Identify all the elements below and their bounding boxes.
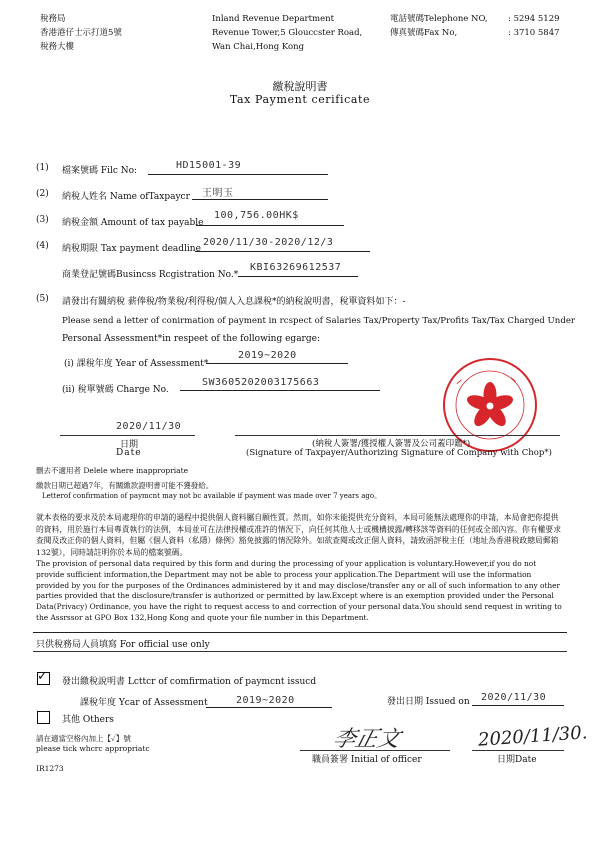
official-year-underline — [206, 707, 332, 708]
deadline-underline — [195, 251, 370, 252]
privacy-notice-cn: 就本表格的要求及於本局處理你的申請的過程中提供個人資料屬自願性質。然而，如你未能提供充分資料，本局可能無法處理你的申請，本局會把你提供的資料，用於施行本局專責執行的法例，本局並可在法律授權或准許的情況下，向任何其他人士或機構披露/轉移該等資料的任何或全部內容。你有權要求查閱及改正你的個人資料，但屬《個人資料（私隱）條例》豁免披露的情況除外。如欲查閱或改正個人資料，請致函評稅主任（地址為香港稅政總局郵箱132號），同時請註明你於本局的檔案號碼。 — [36, 513, 562, 557]
svg-text:━━: ━━ — [508, 375, 518, 385]
amount-label: 納稅金額 Amount of tax payable — [62, 218, 204, 228]
header-contact-labels — [390, 12, 488, 40]
others-label: 其他 Others — [62, 715, 114, 725]
others-checkbox[interactable] — [37, 711, 50, 724]
official-heading: 只供稅務局人員填寫 For official use only — [36, 640, 210, 650]
signature-en: (Signature of Taxpayer/Authorizing Signature of Company with Chop*) — [246, 448, 552, 458]
taxpayer-name-underline — [192, 199, 328, 200]
fax-label: 傳真號碼Fax No, — [390, 28, 458, 38]
delete-note: 刪去不適用者 Delele where inappropriate — [36, 466, 189, 475]
seven-year-note-cn: 繳款日期已超過7年，有關繳款證明書可能不獲發給。 — [36, 481, 214, 490]
official-divider — [33, 632, 567, 633]
letter-issued-checkbox[interactable] — [37, 669, 50, 685]
request-en-line1: Please send a letter of conirmation of payment in rcspect of Salaries Tax/Property Tax/Profits Tax/Tax Charged Under — [62, 316, 576, 326]
request-cn: 請發出有關納稅 薪俸稅/物業稅/利得稅/個人入息課稅*的納稅說明書，稅單資料如下：- — [62, 297, 406, 307]
issued-on-underline — [472, 705, 564, 706]
file-no-underline — [148, 174, 328, 175]
telephone-label: 電話號碼Telephone NO, — [390, 14, 488, 24]
privacy-notice-en: The provision of personal data required by this form and during the processing of your application is voluntary.However,if you do not provide sufficient information,the Department may not be able to process your application.The Department will use the information provided by you for the purposes of the Ordinances administered by it and may disclose/transfer any or all of such information to any other parties provided that the disclosure/transfer is authorized or permitted by law.Except where is an exemption provided under the Personal Data(Privacy) Ordinance, you have the right to request access to and correction of your personal data.You should send request in writing to the Assrssor at GPO Box 132,Hong Kong and quote your file number in this Department. — [36, 559, 562, 622]
signing-date-en: Date — [116, 448, 142, 458]
taxpayer-name-value: 王明玉 — [202, 188, 234, 199]
business-reg-label: 商業登記號碼Businсss Rcgistration No.* — [62, 270, 239, 280]
business-reg-underline — [238, 276, 358, 277]
header-left-line3: 稅務大樓 — [40, 42, 75, 52]
signing-date-value: 2020/11/30 — [116, 421, 182, 432]
officer-date-label: 日期Date — [497, 755, 537, 765]
file-no-label: 檔案號碼 Filc No: — [62, 166, 138, 176]
signature-line — [235, 435, 560, 436]
deadline-label: 納稅期限 Tax payment deadline — [62, 244, 201, 254]
header-dept-cn — [40, 12, 122, 54]
header-mid-line1: Inland Revenue Department — [212, 14, 334, 24]
official-heading-underline — [33, 651, 567, 652]
header-mid-line2: Revenue Tower,5 Glouccster Road, — [212, 28, 363, 38]
officer-date-line — [472, 750, 564, 751]
amount-underline — [196, 225, 344, 226]
year-underline — [206, 363, 348, 364]
title-en: Tax Payment cerificate — [229, 93, 371, 106]
letter-issued-label: 發出繳稅說明書 Lcttcr of comfirmation of paymcnt issucd — [62, 677, 317, 687]
header-contact-values — [508, 12, 560, 40]
charge-no-value: SW3605202003175663 — [202, 377, 320, 388]
field-4-number: (4) — [36, 241, 49, 251]
issued-on-value: 2020/11/30 — [481, 692, 547, 703]
charge-no-underline — [180, 390, 380, 391]
field-5-number: (5) — [36, 294, 49, 304]
request-en-line2: Personal Assessment*in respeet of the following egarge: — [62, 334, 320, 344]
checkmark-icon: ✓ — [37, 669, 48, 684]
signing-date-line — [60, 435, 195, 436]
form-code: IR1273 — [36, 764, 64, 773]
taxpayer-name-label: 納稅人姓名 Name ofTaxpaycr — [62, 192, 190, 202]
business-reg-value: KBI63269612537 — [250, 262, 342, 273]
header-dept-en — [212, 12, 362, 54]
file-no-value: HD15001-39 — [176, 160, 242, 171]
header-mid-line3: Wan Chai,Hong Kong — [212, 42, 305, 52]
tick-instruction-cn: 請在適當空格內加上【✓】號 — [36, 734, 131, 743]
signing-date-cn: 日期 — [120, 440, 139, 450]
header-left-line2: 香港港仔士示打道5號 — [40, 28, 122, 38]
field-3-number: (3) — [36, 215, 49, 225]
official-year-value: 2019~2020 — [236, 695, 295, 706]
deadline-value: 2020/11/30-2020/12/3 — [203, 237, 334, 248]
year-of-assessment-label: (i) 課稅年度 Year of Assessment* — [64, 359, 209, 369]
year-of-assessment-value: 2019~2020 — [238, 350, 297, 361]
telephone-value: : 5294 5129 — [508, 14, 560, 24]
officer-signature-line — [300, 750, 450, 751]
officer-signature: 李正文 — [330, 727, 403, 752]
fax-value: : 3710 5847 — [508, 28, 560, 38]
amount-value: 100,756.00HK$ — [214, 210, 299, 221]
signature-cn: (納稅人簽署/獲授權人簽署及公司蓋印鑑*) — [312, 439, 471, 449]
title-cn: 繳稅說明書 — [272, 80, 328, 93]
svg-text:━━: ━━ — [455, 378, 464, 387]
official-year-label: 課稅年度 Ycar of Assessment — [80, 698, 208, 708]
charge-no-label: (ii) 稅單號碼 Charge No. — [62, 385, 169, 395]
officer-label: 職員簽署 Initial of officer — [312, 755, 422, 765]
tick-instruction-en: please tick whcrc appropriatc — [36, 744, 150, 753]
field-2-number: (2) — [36, 189, 49, 199]
issued-on-label: 發出日期 Issued on — [387, 697, 470, 707]
field-1-number: (1) — [36, 163, 49, 173]
header-left-line1: 稅務局 — [40, 14, 66, 24]
seven-year-note-en: Letterof confirmation of paymcnt may not bc available if payment was made over 7 years ago。 — [42, 492, 382, 500]
officer-date-handwritten: 2020/11/30. — [477, 722, 589, 751]
